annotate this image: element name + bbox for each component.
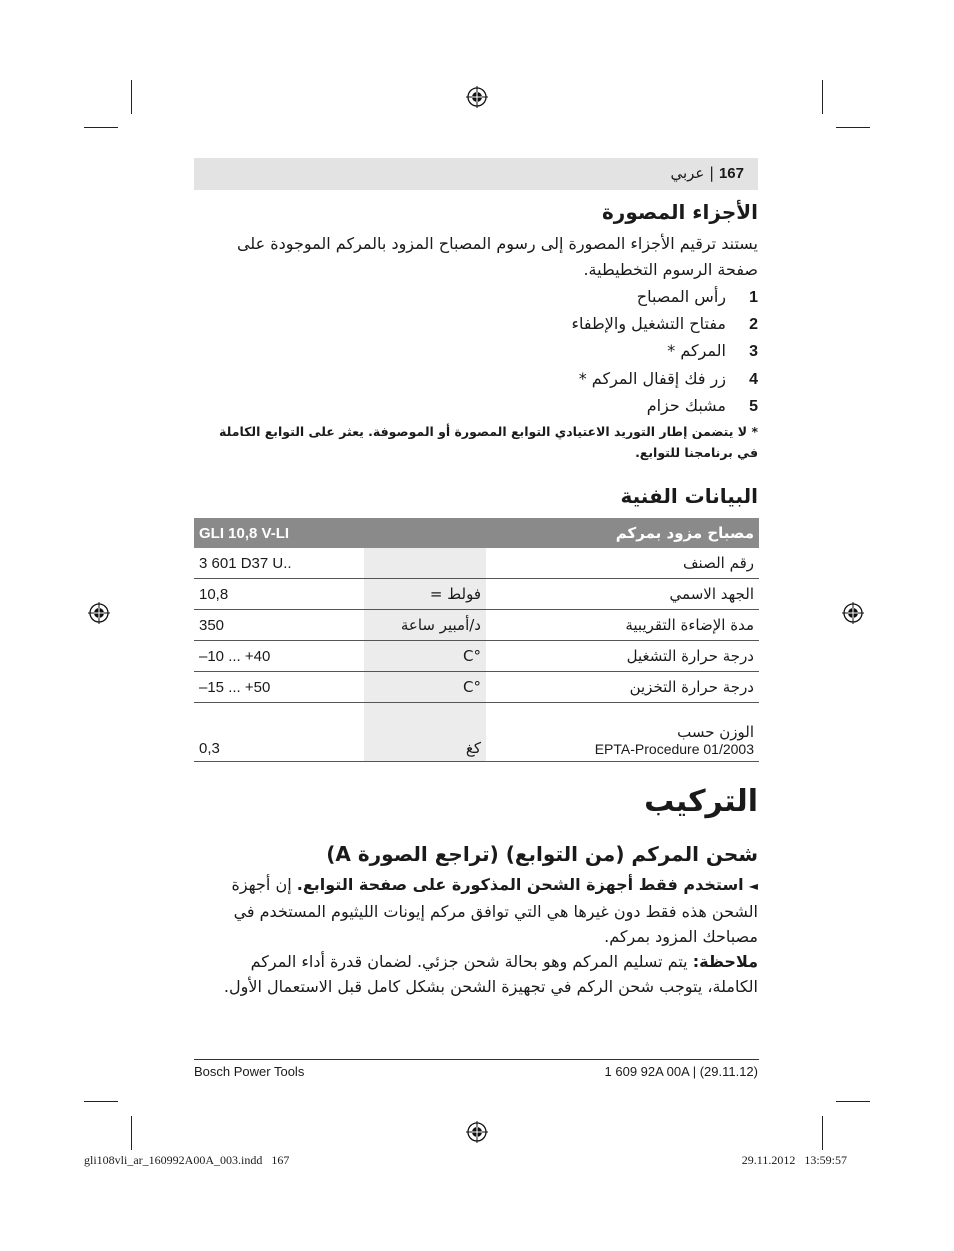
page-header xyxy=(194,158,758,190)
crop-mark xyxy=(836,127,870,128)
list-item-label: مشبك حزام xyxy=(646,396,726,415)
table-cell-name xyxy=(486,703,759,762)
crop-mark xyxy=(131,80,132,114)
registration-mark-icon xyxy=(88,602,110,624)
list-item xyxy=(667,341,758,361)
table-header-row xyxy=(194,518,759,548)
crop-mark xyxy=(84,1101,118,1102)
list-item-number: 1 xyxy=(749,289,758,306)
list-item-number: 2 xyxy=(749,316,758,333)
table-cell-name: درجة حرارة التخزين xyxy=(486,672,759,703)
table-cell-value: 350 xyxy=(194,610,364,641)
table-header-model: GLI 10,8 V-LI xyxy=(194,518,364,548)
footer-brand: Bosch Power Tools xyxy=(194,1064,305,1079)
list-item-number: 3 xyxy=(749,343,758,360)
table-cell-value: 0,3 xyxy=(194,703,364,762)
registration-mark-icon xyxy=(466,86,488,108)
section-title-install: التركيب xyxy=(644,784,758,819)
table-row xyxy=(194,579,759,610)
crop-mark xyxy=(836,1101,870,1102)
list-item-number: 5 xyxy=(749,398,758,415)
table-header-unit xyxy=(364,518,486,548)
table-cell-name: درجة حرارة التشغيل xyxy=(486,641,759,672)
charging-bullet xyxy=(198,872,758,949)
list-item xyxy=(572,314,758,334)
table-cell-unit: كغ xyxy=(364,703,486,762)
footer-divider xyxy=(194,1059,759,1060)
table-header-product: مصباح مزود بمركم xyxy=(486,518,759,548)
weight-label: الوزن حسب xyxy=(677,723,754,741)
parts-intro: يستند ترقيم الأجزاء المصورة إلى رسوم المصباح المزود بالمركم الموجودة على صفحة الرسوم التخطيطية. xyxy=(236,234,758,279)
specs-table xyxy=(194,518,759,762)
header-separator: | xyxy=(709,164,715,182)
page-header-text xyxy=(670,164,744,182)
list-item-label: زر فك إقفال المركم * xyxy=(578,369,726,388)
bullet-text: إن أجهزة الشحن هذه فقط دون غيرها هي التي توافق مركم إيونات الليثيوم المستخدم في مصباحك المزود بمركم. xyxy=(231,875,758,946)
crop-mark xyxy=(822,80,823,114)
crop-mark xyxy=(822,1116,823,1150)
table-row xyxy=(194,703,759,762)
section-title-specs: البيانات الفنية xyxy=(620,484,758,508)
table-cell-name: مدة الإضاءة التقريبية xyxy=(486,610,759,641)
table-cell-value: –10 ... +40 xyxy=(194,641,364,672)
list-item-number: 4 xyxy=(749,371,758,388)
bullet-arrow-icon: ◄ xyxy=(748,879,758,893)
table-cell-unit: °C xyxy=(364,641,486,672)
table-cell-value: 3 601 D37 U.. xyxy=(194,548,364,579)
bullet-bold-text: استخدم فقط أجهزة الشحن المذكورة على صفحة التوابع. xyxy=(296,875,744,894)
table-row xyxy=(194,641,759,672)
note-label: ملاحظة: xyxy=(692,952,758,971)
table-cell-value: –15 ... +50 xyxy=(194,672,364,703)
charging-note xyxy=(198,949,758,999)
table-cell-value: 10,8 xyxy=(194,579,364,610)
print-slug-file: gli108vli_ar_160992A00A_003.indd 167 xyxy=(84,1153,290,1167)
footer-doc-number: 1 609 92A 00A | (29.11.12) xyxy=(604,1064,758,1079)
list-item-label: المركم * xyxy=(667,341,726,360)
list-item xyxy=(647,396,758,416)
table-cell-unit xyxy=(364,548,486,579)
table-cell-name: الجهد الاسمي xyxy=(486,579,759,610)
list-item-label: رأس المصباح xyxy=(636,287,726,306)
list-item-label: مفتاح التشغيل والإطفاء xyxy=(571,314,726,333)
note-text: يتم تسليم المركم وهو بحالة شحن جزئي. لضمان قدرة أداء المركم الكاملة، يتوجب شحن الركم في تجهيزة الشحن بشكل كامل قبل الاستعمال الأول. xyxy=(223,952,758,996)
print-slug-date: 29.11.2012 13:59:57 xyxy=(741,1153,847,1167)
section-subtitle-charging: شحن المركم (من التوابع) (تراجع الصورة A) xyxy=(326,842,758,866)
page-number: 167 xyxy=(718,165,744,182)
header-language: عربي xyxy=(670,164,705,182)
table-row xyxy=(194,672,759,703)
weight-label-procedure: EPTA-Procedure 01/2003 xyxy=(594,741,754,757)
crop-mark xyxy=(131,1116,132,1150)
parts-footnote: * لا يتضمن إطار التوريد الاعتيادي التوابع المصورة أو الموصوفة. يعثر على التوابع الكاملة في برنامجنا للتوابع. xyxy=(219,424,758,460)
registration-mark-icon xyxy=(466,1121,488,1143)
table-cell-unit: د/أمبير ساعة xyxy=(364,610,486,641)
table-cell-unit: فولط = xyxy=(364,579,486,610)
crop-mark xyxy=(84,127,118,128)
list-item xyxy=(637,287,758,307)
list-item xyxy=(579,369,758,389)
section-title-parts: الأجزاء المصورة xyxy=(602,200,758,224)
table-cell-name: رقم الصنف xyxy=(486,548,759,579)
table-row xyxy=(194,610,759,641)
table-row xyxy=(194,548,759,579)
table-cell-unit: °C xyxy=(364,672,486,703)
registration-mark-icon xyxy=(842,602,864,624)
